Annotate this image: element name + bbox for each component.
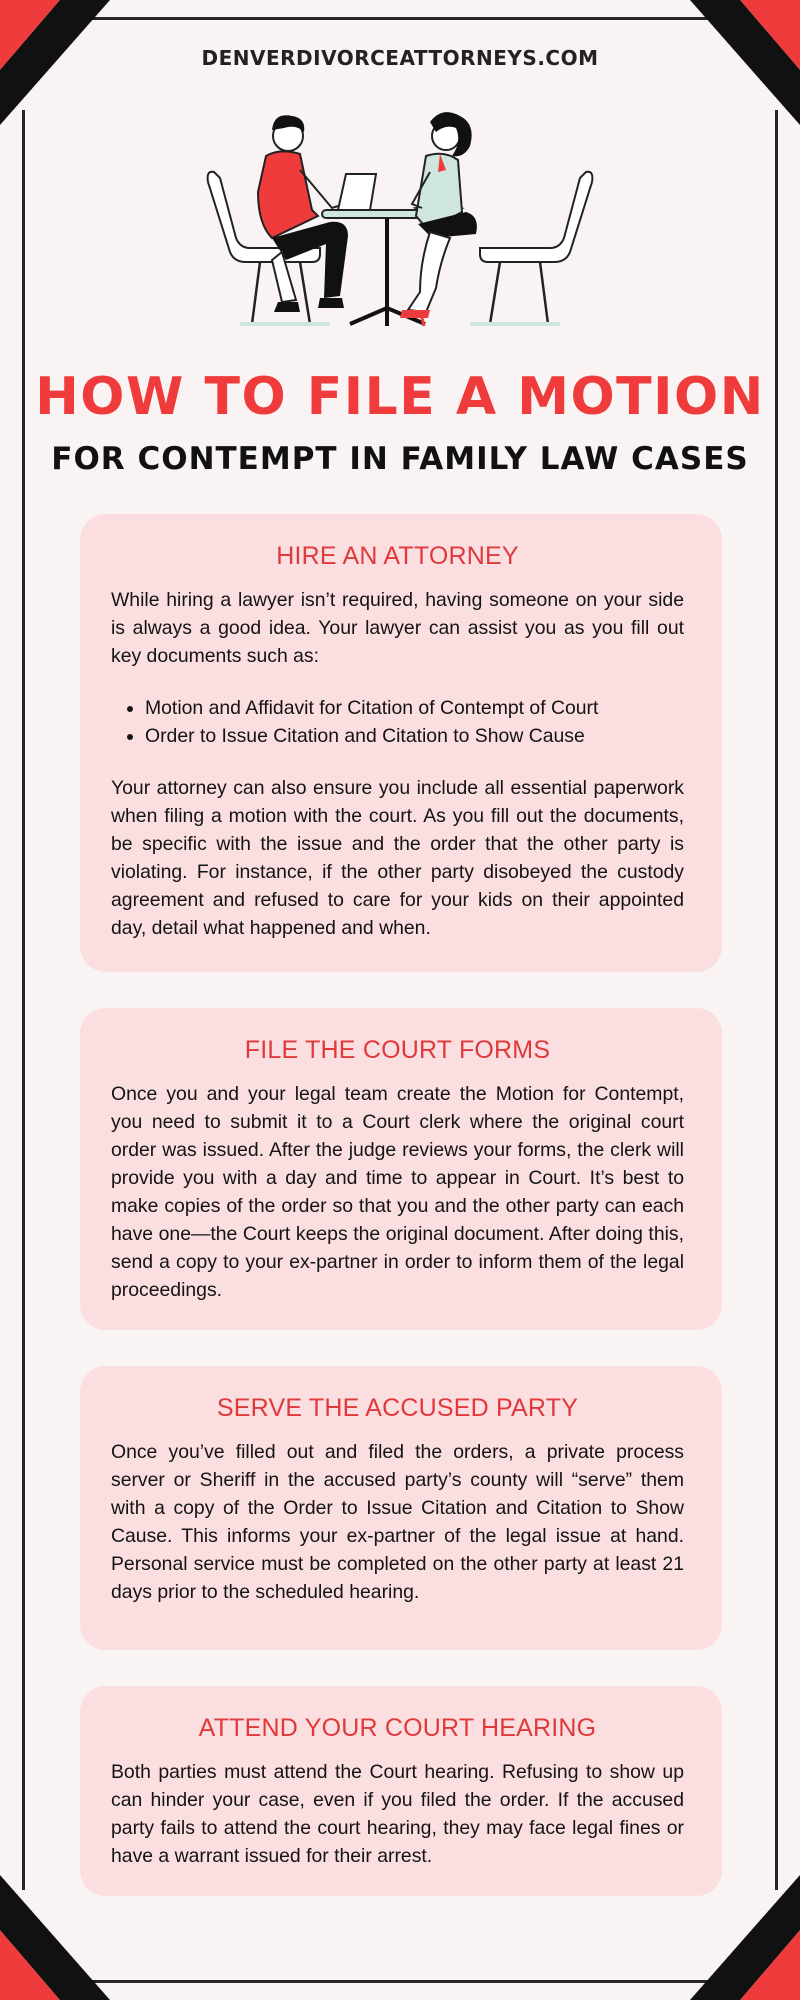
section-card-hire-attorney <box>80 514 722 972</box>
page-title: HOW TO FILE A MOTION <box>35 367 765 427</box>
frame-bottom-line <box>90 1980 710 1983</box>
page-subtitle: FOR CONTEMPT IN FAMILY LAW CASES <box>51 441 749 477</box>
section-body-text: Both parties must attend the Court hearing. Refusing to show up can hinder your case, even if you filed the order. If the accused party fails to attend the court hearing, they may face legal fines or have a warrant issued for their arrest. <box>111 1761 684 1867</box>
section-heading: ATTEND YOUR COURT HEARING <box>198 1714 597 1742</box>
frame-top-line <box>90 17 710 20</box>
section-card-serve-accused-party <box>80 1366 722 1650</box>
corner-ribbon-top-right <box>680 0 800 140</box>
section-body-text: Once you’ve filled out and filed the orders, a private process server or Sheriff in the accused party’s county will “serve” them with a copy of the Order to Issue Citation and Citation to Show Cause. This informs your ex-partner of the legal issue at hand. Personal service must be completed on the other party at least 21 days prior to the scheduled hearing. <box>111 1441 684 1603</box>
section-heading: SERVE THE ACCUSED PARTY <box>216 1394 579 1422</box>
section-body-text: Once you and your legal team create the Motion for Contempt, you need to submit it to a Court clerk where the original court order was issued. After the judge reviews your forms, the clerk will provide you with a day and time to appear in Court. It’s best to make copies of the order so that you and the other party can each have one—the Court keeps the original document. After doing this, send a copy to your ex-partner in order to inform them of the legal proceedings. <box>111 1083 684 1301</box>
section-heading: HIRE AN ATTORNEY <box>276 542 519 570</box>
site-url: DENVERDIVORCEATTORNEYS.COM <box>201 46 599 70</box>
section-card-file-court-forms <box>80 1008 722 1330</box>
consultation-illustration <box>200 112 600 336</box>
section-heading: FILE THE COURT FORMS <box>244 1036 551 1064</box>
section-intro-text: While hiring a lawyer isn’t required, having someone on your side is always a good idea. Your lawyer can assist you as you fill out key documents such as: <box>111 589 684 667</box>
section-body-text: Your attorney can also ensure you include all essential paperwork when filing a motion with the court. As you fill out the documents, be specific with the issue and the order that the other party is violating. For instance, if the other party disobeyed the custody agreement and refused to care for your kids on their appointed day, detail what happened and when. <box>111 777 684 939</box>
list-item: • Motion and Affidavit for Citation of Contempt of Court <box>145 694 684 722</box>
list-item: • Order to Issue Citation and Citation to Show Cause <box>145 722 684 750</box>
corner-ribbon-top-left <box>0 0 120 140</box>
document-list <box>111 694 684 750</box>
section-card-attend-court-hearing <box>80 1686 722 1896</box>
